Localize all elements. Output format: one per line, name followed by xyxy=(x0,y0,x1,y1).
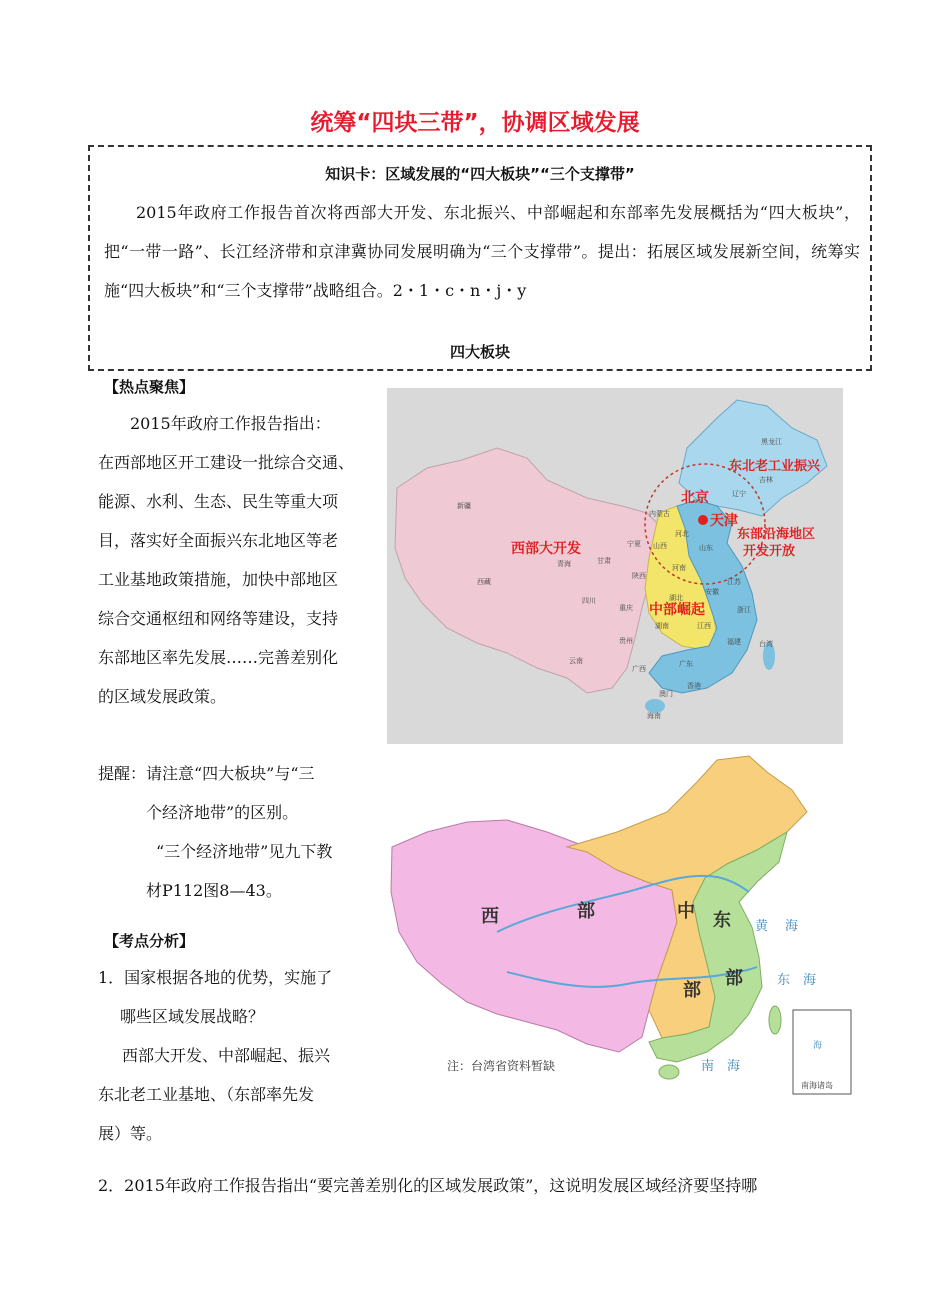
analysis-q1 xyxy=(98,958,388,1153)
answer-line: 西部大开发、中部崛起、振兴 xyxy=(122,1046,331,1065)
province-label: 江西 xyxy=(697,622,711,630)
province-label: 吉林 xyxy=(759,476,773,484)
belt-label: 中 xyxy=(677,901,695,922)
card-subtitle: 四大板块 xyxy=(449,343,510,361)
beijing-label: 北京 xyxy=(681,490,709,506)
inset-sea-label: 海 xyxy=(813,1041,823,1051)
province-label: 湖北 xyxy=(669,594,683,602)
card-body xyxy=(104,193,860,310)
province-label: 四川 xyxy=(582,597,596,605)
island-taiwan-2 xyxy=(769,1006,781,1034)
province-label: 甘肃 xyxy=(597,557,611,565)
belt-label: 部 xyxy=(725,968,743,989)
hotspot-heading: 【热点聚焦】 xyxy=(104,378,195,396)
reminder-text xyxy=(98,754,388,910)
province-label: 江苏 xyxy=(727,578,741,586)
reminder-line: 材P112图8—43。 xyxy=(146,881,282,900)
belt-label: 部 xyxy=(577,901,595,922)
analysis-q2: 2．2015年政府工作报告指出“要完善差别化的区域发展政策”，这说明发展区域经济要坚持哪 xyxy=(98,1176,758,1195)
province-label: 湖南 xyxy=(655,622,669,630)
province-label: 内蒙古 xyxy=(649,510,670,518)
sea-label: 海 xyxy=(785,919,799,934)
province-label: 宁夏 xyxy=(627,540,641,548)
province-label: 广东 xyxy=(679,660,693,668)
province-label: 新疆 xyxy=(457,502,471,510)
province-label: 海南 xyxy=(647,712,661,720)
province-label: 山东 xyxy=(699,544,713,552)
province-label: 河南 xyxy=(672,564,686,572)
card-title: 知识卡：区域发展的“四大板块”“三个支撑带” xyxy=(325,165,635,183)
question-line: 哪些区域发展战略？ xyxy=(120,1007,265,1026)
hotspot-line: 目，落实好全面振兴东北地区等老 xyxy=(98,531,339,550)
sea-label: 海 xyxy=(727,1059,741,1074)
hotspot-line: 东部地区率先发展……完善差别化 xyxy=(98,648,339,667)
answer-line: 展）等。 xyxy=(98,1124,163,1143)
province-label: 台湾 xyxy=(759,640,773,648)
region-label-east-1: 东部沿海地区 xyxy=(737,527,816,542)
region-label-east-2: 开发开放 xyxy=(743,544,796,559)
island-hainan xyxy=(645,699,665,713)
province-label: 黑龙江 xyxy=(761,438,782,446)
knowledge-card xyxy=(88,145,872,371)
question-line: 1．国家根据各地的优势，实施了 xyxy=(98,968,333,987)
map-note: 注：台湾省资料暂缺 xyxy=(447,1059,556,1073)
reminder-line: 个经济地带”的区别。 xyxy=(146,803,299,822)
hotspot-line: 能源、水利、生态、民生等重大项 xyxy=(98,492,339,511)
three-belts-map xyxy=(387,752,855,1098)
province-label: 陕西 xyxy=(632,572,646,580)
reminder-line: “三个经济地带”见九下教 xyxy=(156,842,333,861)
four-regions-map-svg xyxy=(387,388,843,744)
sea-label: 黄 xyxy=(755,919,769,934)
province-label: 安徽 xyxy=(705,588,719,596)
province-label: 河北 xyxy=(675,530,689,538)
hotspot-line: 2015年政府工作报告指出： xyxy=(130,414,331,433)
hotspot-line: 工业基地政策措施，加快中部地区 xyxy=(98,570,339,589)
region-label-central: 中部崛起 xyxy=(649,602,705,618)
sea-label: 东 xyxy=(777,973,791,988)
province-label: 云南 xyxy=(569,657,583,665)
answer-line: 东北老工业基地、（东部率先发 xyxy=(98,1085,315,1104)
tianjin-label: 天津 xyxy=(710,513,738,529)
analysis-heading: 【考点分析】 xyxy=(104,932,195,950)
province-label: 重庆 xyxy=(619,604,633,612)
province-label: 贵州 xyxy=(619,637,633,645)
province-label: 香港 xyxy=(687,682,701,690)
province-label: 福建 xyxy=(727,638,741,646)
region-label-west: 西部大开发 xyxy=(511,541,581,557)
hotspot-line: 在西部地区开工建设一批综合交通、 xyxy=(98,453,355,472)
card-body-text: 2015年政府工作报告首次将西部大开发、东北振兴、中部崛起和东部率先发展概括为“四大板块”，把“一带一路”、长江经济带和京津冀协同发展明确为“三个支撑带”。提出：拓展区域发展新空间，统筹实施“四大板块”和“三个支撑带”战略组合。2・1・c・n・j・y xyxy=(104,203,860,300)
tianjin-dot xyxy=(698,515,708,525)
province-label: 西藏 xyxy=(477,578,491,586)
hotspot-line: 的区域发展政策。 xyxy=(98,687,227,706)
sea-label: 南 xyxy=(701,1059,715,1074)
reminder-line: 提醒：请注意“四大板块”与“三 xyxy=(98,764,315,783)
province-label: 广西 xyxy=(632,665,646,673)
hotspot-text xyxy=(98,404,388,716)
belt-label: 部 xyxy=(683,980,701,1001)
belt-label: 西 xyxy=(481,906,499,927)
inset-label: 南海诸岛 xyxy=(801,1081,833,1090)
province-label: 辽宁 xyxy=(732,490,746,498)
province-label: 浙江 xyxy=(737,606,751,614)
region-label-northeast: 东北老工业振兴 xyxy=(729,459,821,474)
province-label: 山西 xyxy=(653,542,667,550)
province-label: 青海 xyxy=(557,560,571,568)
page-title: 统筹“四块三带”，协调区域发展 xyxy=(310,110,640,136)
island-hainan-2 xyxy=(659,1065,679,1079)
hotspot-line: 综合交通枢纽和网络等建设，支持 xyxy=(98,609,339,628)
sea-label: 海 xyxy=(803,973,817,988)
belt-label: 东 xyxy=(713,910,731,931)
four-regions-map xyxy=(387,388,843,744)
province-label: 澳门 xyxy=(659,690,673,698)
three-belts-map-svg xyxy=(387,752,855,1098)
